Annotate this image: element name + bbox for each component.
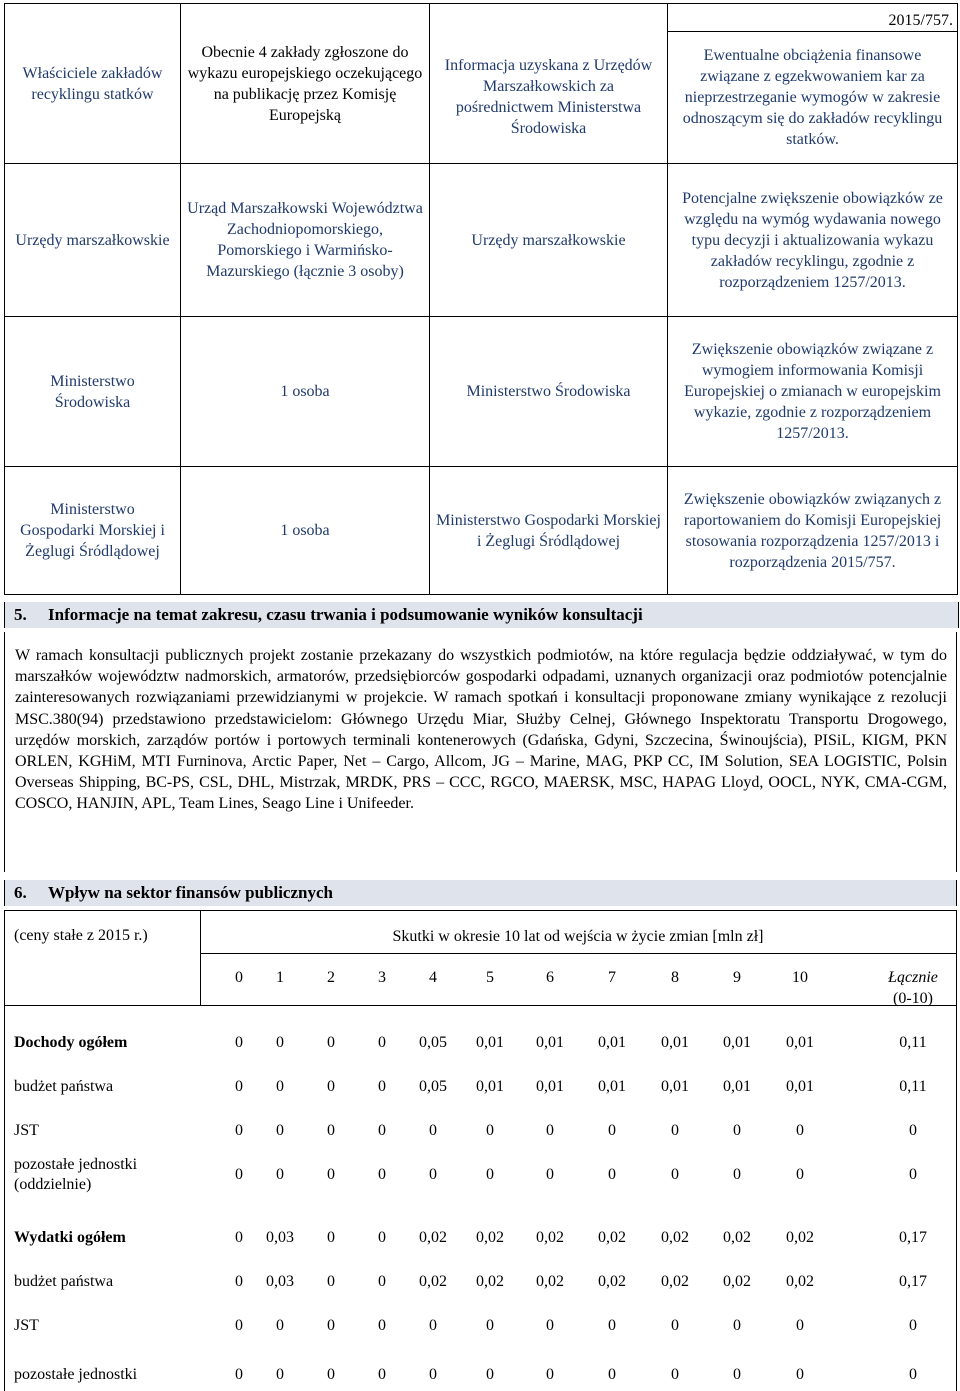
finance-cell: 0,01 <box>536 1078 564 1095</box>
empty-cell <box>430 4 668 32</box>
finance-cell: 0 <box>235 1317 243 1334</box>
year-header: 2 <box>327 969 335 986</box>
finance-cell: 0,01 <box>786 1034 814 1051</box>
stakeholder-source-cell: Ministerstwo Gospodarki Morskiej i Żeglugi Śródlądowej <box>430 467 668 595</box>
finance-cell: 0,01 <box>476 1078 504 1095</box>
finance-cell: 0,05 <box>419 1034 447 1051</box>
finance-cell: 0 <box>327 1317 335 1334</box>
finance-cell: 0 <box>378 1229 386 1246</box>
finance-cell: 0 <box>608 1366 616 1383</box>
finance-cell: 0 <box>235 1122 243 1139</box>
finance-cell: 0,01 <box>661 1034 689 1051</box>
finance-cell: 0 <box>546 1122 554 1139</box>
finance-cell: 0,02 <box>536 1273 564 1290</box>
finance-cell: 0,01 <box>723 1078 751 1095</box>
finance-cell: 0 <box>796 1166 804 1183</box>
finance-cell: 0 <box>276 1034 284 1051</box>
stakeholder-entity-cell: Ministerstwo Środowiska <box>5 317 181 467</box>
finance-cell: 0 <box>608 1122 616 1139</box>
year-header: 4 <box>429 969 437 986</box>
finance-cell: 0,03 <box>266 1229 294 1246</box>
finance-cell: 0,01 <box>476 1034 504 1051</box>
finance-cell: 0 <box>796 1317 804 1334</box>
year-header: 7 <box>608 969 616 986</box>
stakeholder-entity-cell: Urzędy marszałkowskie <box>5 164 181 317</box>
finance-cell: 0 <box>327 1078 335 1095</box>
finance-cell: 0,02 <box>598 1273 626 1290</box>
year-header: 9 <box>733 969 741 986</box>
finance-cell: 0,05 <box>419 1078 447 1095</box>
finance-row-label: budżet państwa <box>14 1273 114 1290</box>
finance-cell: 0,01 <box>536 1034 564 1051</box>
finance-cell: 0 <box>378 1366 386 1383</box>
finance-cell: 0 <box>909 1166 917 1183</box>
stakeholder-impact-cell: Ewentualne obciążenia finansowe związane z egzekwowaniem kar za nieprzestrzeganie wymogów w zakresie odnoszącym się do zakładów recyklingu statków. <box>668 32 958 164</box>
finance-table <box>4 910 957 1391</box>
consultation-paragraph: W ramach konsultacji publicznych projekt zostanie przekazany do wszystkich podmiotów, na które regulacja będzie oddziaływać, w tym do marszałków województw nadmorskich, armatorów, przedsiębiorców gospodarki odpadami, uznanych organizacji oraz podmiotów potencjalnie zainteresowanych rozwiązaniami przewidzianymi w projekcie. W ramach spotkań i konsultacji proponowane zmiany wynikające z rezolucji MSC.380(94) przedstawiono przedstawicielom: Głównego Urzędu Miar, Służby Celnej, Głównego Inspektoratu Transportu Drogowego, urzędów morskich, zarządów portów i portowych terminali kontenerowych (Gdańska, Gdyni, Szczecina, Świnoujścia), PISiL, KIGM, PKN ORLEN, KGHiM, MTI Furninova, Arctic Paper, Net – Cargo, Allcom, JG – Marine, MAG, PKP CC, IM Solution, SEA LOGISTIC, Polsin Overseas Shipping, BC-PS, CSL, DHL, Mistrzak, MRDK, PRS – CCC, RGCO, MAERSK, MSC, HAPAG Lloyd, OOCL, NYK, CMA-CGM, COSCO, HANJIN, APL, Team Lines, Seago Line i Unifeeder. <box>4 632 957 872</box>
finance-row-label: JST <box>14 1317 39 1334</box>
finance-cell: 0 <box>429 1122 437 1139</box>
stakeholder-entity-cell: Ministerstwo Gospodarki Morskiej i Żeglugi Śródlądowej <box>5 467 181 595</box>
finance-cell: 0 <box>378 1273 386 1290</box>
finance-cell: 0 <box>378 1034 386 1051</box>
finance-cell: 0 <box>733 1317 741 1334</box>
finance-cell: 0 <box>276 1166 284 1183</box>
finance-cell: 0 <box>429 1166 437 1183</box>
stakeholder-impact-cell: Potencjalne zwiększenie obowiązków ze względu na wymóg wydawania nowego typu decyzji i aktualizowania wykazu zakładów recyklingu, zgodnie z rozporządzeniem 1257/2013. <box>668 164 958 317</box>
year-header: 6 <box>546 969 554 986</box>
finance-cell: 0,02 <box>661 1273 689 1290</box>
finance-cell: 0,02 <box>476 1229 504 1246</box>
finance-cell: 0,17 <box>899 1229 927 1246</box>
finance-cell: 0 <box>378 1317 386 1334</box>
finance-cell: 0 <box>235 1273 243 1290</box>
finance-cell: 0 <box>276 1317 284 1334</box>
finance-cell: 0 <box>378 1122 386 1139</box>
section-number: 6. <box>14 883 27 902</box>
section-6-heading <box>4 880 957 906</box>
stakeholder-count-cell: 1 osoba <box>181 467 430 595</box>
stakeholder-source-cell: Informacja uzyskana z Urzędów Marszałkowskich za pośrednictwem Ministerstwa Środowiska <box>430 32 668 164</box>
finance-cell: 0 <box>327 1273 335 1290</box>
year-header: 10 <box>792 969 808 986</box>
year-header: 0 <box>235 969 243 986</box>
finance-cell: 0,02 <box>723 1273 751 1290</box>
finance-cell: 0,02 <box>786 1229 814 1246</box>
finance-cell: 0 <box>546 1317 554 1334</box>
total-range: (0-10) <box>893 990 933 1007</box>
finance-row-label: pozostałe jednostki (oddzielnie) <box>14 1156 138 1193</box>
top-right-note: 2015/757. <box>668 4 958 32</box>
finance-cell: 0 <box>671 1317 679 1334</box>
finance-cell: 0,11 <box>899 1078 927 1095</box>
finance-cell: 0,03 <box>266 1273 294 1290</box>
section-5-heading <box>4 602 959 628</box>
finance-cell: 0,02 <box>723 1229 751 1246</box>
finance-cell: 0 <box>429 1317 437 1334</box>
finance-cell: 0,01 <box>661 1078 689 1095</box>
finance-cell: 0,02 <box>786 1273 814 1290</box>
finance-cell: 0,02 <box>536 1229 564 1246</box>
finance-cell: 0 <box>796 1366 804 1383</box>
finance-cell: 0,17 <box>899 1273 927 1290</box>
price-note: (ceny stałe z 2015 r.) <box>14 927 148 944</box>
year-header: 3 <box>378 969 386 986</box>
finance-cell: 0,11 <box>899 1034 927 1051</box>
finance-cell: 0 <box>486 1122 494 1139</box>
finance-cell: 0 <box>235 1229 243 1246</box>
year-header: 5 <box>486 969 494 986</box>
finance-cell: 0 <box>546 1166 554 1183</box>
finance-cell: 0 <box>235 1034 243 1051</box>
stakeholder-row <box>5 467 958 595</box>
finance-cell: 0 <box>671 1166 679 1183</box>
finance-row-label: Wydatki ogółem <box>14 1229 126 1246</box>
stakeholder-impact-cell: Zwiększenie obowiązków związanych z raportowaniem do Komisji Europejskiej stosowania rozporządzenia 1257/2013 i rozporządzenia 2015/757. <box>668 467 958 595</box>
finance-cell: 0 <box>608 1317 616 1334</box>
stakeholder-count-cell: Obecnie 4 zakłady zgłoszone do wykazu europejskiego oczekującego na publikację przez Komisję Europejską <box>181 4 430 164</box>
stakeholder-entity-cell: Właściciele zakładów recyklingu statków <box>5 4 181 164</box>
finance-cell: 0 <box>378 1078 386 1095</box>
finance-cell: 0 <box>327 1122 335 1139</box>
finance-cell: 0 <box>327 1366 335 1383</box>
finance-cell: 0 <box>486 1166 494 1183</box>
stakeholder-source-cell: Ministerstwo Środowiska <box>430 317 668 467</box>
finance-cell: 0,02 <box>419 1229 447 1246</box>
stakeholder-row <box>5 317 958 467</box>
finance-cell: 0,01 <box>598 1034 626 1051</box>
finance-cell: 0,02 <box>661 1229 689 1246</box>
year-header: 8 <box>671 969 679 986</box>
finance-cell: 0 <box>276 1078 284 1095</box>
finance-cell: 0 <box>608 1166 616 1183</box>
stakeholder-source-cell: Urzędy marszałkowskie <box>430 164 668 317</box>
finance-row-label: Dochody ogółem <box>14 1034 128 1051</box>
year-header: 1 <box>276 969 284 986</box>
finance-cell: 0 <box>733 1366 741 1383</box>
finance-row-label: pozostałe jednostki <box>14 1366 138 1383</box>
finance-cell: 0,01 <box>723 1034 751 1051</box>
finance-cell: 0,02 <box>419 1273 447 1290</box>
finance-cell: 0 <box>486 1366 494 1383</box>
finance-cell: 0 <box>429 1366 437 1383</box>
finance-row-label: JST <box>14 1122 39 1139</box>
finance-cell: 0 <box>327 1166 335 1183</box>
finance-cell: 0 <box>909 1317 917 1334</box>
finance-cell: 0 <box>276 1366 284 1383</box>
finance-cell: 0 <box>327 1229 335 1246</box>
finance-cell: 0 <box>733 1166 741 1183</box>
finance-cell: 0 <box>235 1166 243 1183</box>
section-title: Wpływ na sektor finansów publicznych <box>48 883 333 902</box>
stakeholder-impact-cell: Zwiększenie obowiązków związane z wymogiem informowania Komisji Europejskiej o zmianach w europejskim wykazie, zgodnie z rozporządzeniem 1257/2013. <box>668 317 958 467</box>
effects-header: Skutki w okresie 10 lat od wejścia w życie zmian [mln zł] <box>392 928 764 945</box>
section-title: Informacje na temat zakresu, czasu trwania i podsumowanie wyników konsultacji <box>48 605 643 624</box>
section-number: 5. <box>14 605 27 624</box>
finance-cell: 0 <box>546 1366 554 1383</box>
finance-cell: 0 <box>671 1122 679 1139</box>
finance-cell: 0 <box>796 1122 804 1139</box>
finance-row-label: budżet państwa <box>14 1078 114 1095</box>
finance-cell: 0 <box>276 1122 284 1139</box>
finance-cell: 0 <box>378 1166 386 1183</box>
stakeholders-table <box>4 3 958 595</box>
finance-cell: 0 <box>671 1366 679 1383</box>
finance-cell: 0 <box>235 1078 243 1095</box>
finance-cell: 0 <box>733 1122 741 1139</box>
finance-cell: 0,01 <box>598 1078 626 1095</box>
finance-cell: 0,01 <box>786 1078 814 1095</box>
finance-cell: 0 <box>486 1317 494 1334</box>
finance-cell: 0,02 <box>476 1273 504 1290</box>
stakeholder-count-cell: Urząd Marszałkowski Województwa Zachodniopomorskiego, Pomorskiego i Warmińsko-Mazurskiego (łącznie 3 osoby) <box>181 164 430 317</box>
finance-cell: 0 <box>235 1366 243 1383</box>
finance-cell: 0 <box>909 1366 917 1383</box>
finance-cell: 0,02 <box>598 1229 626 1246</box>
stakeholder-count-cell: 1 osoba <box>181 317 430 467</box>
finance-cell: 0 <box>909 1122 917 1139</box>
stakeholder-row <box>5 164 958 317</box>
total-header: Łącznie <box>888 969 938 986</box>
finance-cell: 0 <box>327 1034 335 1051</box>
